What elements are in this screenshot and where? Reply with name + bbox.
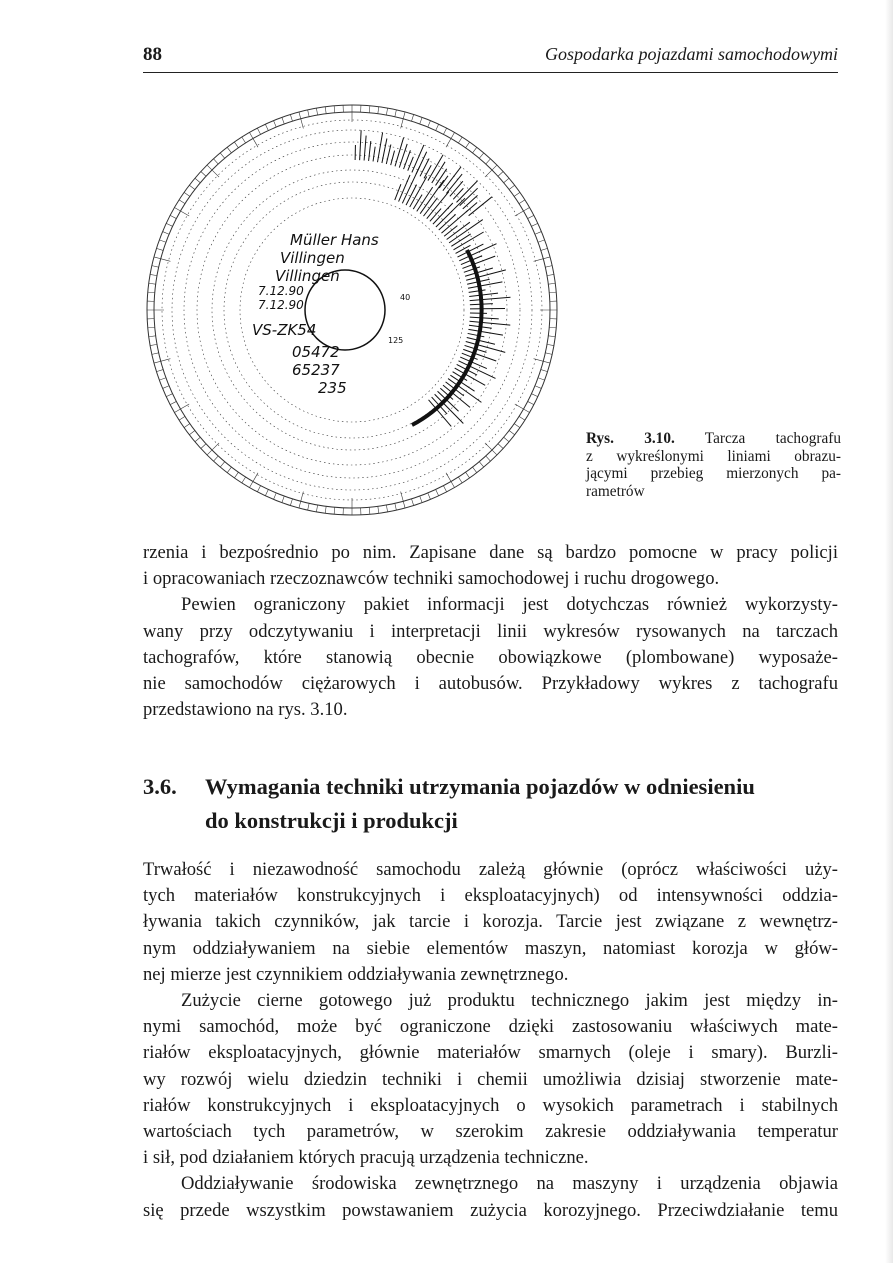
caption-line: z wykreślonymi liniami obrazu-: [586, 447, 841, 465]
speed-stroke: [465, 268, 493, 276]
time-tick: [535, 232, 541, 235]
text-line: nymi samochód, może być ograniczone dzięki zastosowaniu właściwych mate-: [143, 1016, 838, 1038]
caption-line: rametrów: [586, 482, 645, 500]
time-tick: [195, 437, 200, 441]
speed-stroke: [463, 349, 496, 361]
time-tick: [149, 336, 156, 337]
speed-stroke: [406, 185, 417, 205]
time-tick: [498, 172, 503, 177]
text-line: Trwałość i niezawodność samochodu zależą głównie (oprócz właściwości uży-: [143, 859, 838, 880]
speed-stroke: [395, 138, 404, 167]
text-line: tachografów, które stanowią obecnie obowiązkowe (plombowane) wyposaże-: [143, 646, 838, 668]
time-tick: [401, 492, 405, 508]
time-tick: [412, 499, 414, 506]
dial-label-40: 40: [400, 293, 411, 302]
time-tick: [547, 344, 554, 345]
time-tick: [466, 472, 470, 478]
section-body: [143, 857, 838, 1224]
time-tick: [159, 240, 166, 242]
time-tick: [201, 444, 206, 449]
speed-stroke: [377, 133, 382, 163]
time-tick: [436, 489, 439, 495]
time-tick: [514, 424, 520, 428]
time-tick: [443, 128, 446, 134]
time-tick: [325, 107, 326, 114]
time-tick: [227, 147, 231, 153]
time-tick: [549, 327, 556, 328]
paragraph-continuation: [143, 540, 838, 723]
section-number: 3.6.: [143, 774, 177, 799]
time-tick: [242, 137, 246, 143]
time-tick: [257, 486, 260, 492]
time-tick: [395, 110, 397, 117]
speed-stroke: [459, 244, 496, 261]
time-tick: [166, 394, 172, 397]
time-tick: [401, 112, 405, 128]
speed-stroke: [468, 333, 485, 336]
time-tick: [531, 394, 537, 397]
time-tick: [152, 266, 159, 268]
time-tick: [220, 462, 224, 467]
time-tick: [378, 506, 379, 513]
text-line: nie samochodów ciężarowych i autobusów. Przykładowy wykres z tachografu: [143, 673, 838, 695]
speed-stroke: [441, 210, 468, 233]
time-tick: [473, 147, 477, 153]
text-line: wartościach tych parametrów, w szerokim zakresie oddziaływania temperatur: [143, 1121, 838, 1143]
time-tick: [528, 215, 534, 218]
time-tick: [290, 114, 292, 121]
speed-stroke: [360, 130, 362, 160]
time-tick: [514, 192, 520, 196]
time-tick: [265, 489, 268, 495]
time-tick: [386, 505, 387, 512]
speed-stroke: [469, 321, 510, 325]
time-tick: [541, 248, 548, 250]
text-line: Pewien ograniczony pakiet informacji jest dotychczas również wykorzysty-: [181, 594, 838, 616]
time-tick: [548, 283, 555, 284]
page-number: 88: [143, 44, 162, 65]
time-tick: [458, 137, 462, 143]
time-tick: [538, 378, 545, 380]
time-tick: [504, 178, 509, 182]
text-line: przedstawiono na rys. 3.10.: [143, 699, 348, 721]
time-tick: [436, 124, 439, 130]
time-tick: [163, 386, 169, 389]
speed-stroke: [412, 145, 424, 173]
text-line: ływania takich czynników, jak tarcie i korozja. Tarcie jest związane z wewnętrz-: [143, 911, 838, 933]
speed-stroke: [466, 341, 506, 352]
speed-stroke: [382, 139, 387, 163]
hw-date-end: 7.12.90: [258, 298, 304, 312]
time-tick: [184, 192, 190, 196]
time-tick: [395, 503, 397, 510]
activity-band: [412, 250, 482, 425]
time-tick: [428, 493, 431, 499]
time-tick: [154, 257, 170, 261]
time-tick: [316, 505, 317, 512]
time-tick: [156, 370, 163, 372]
time-tick: [334, 106, 335, 113]
caption-line: [586, 430, 841, 448]
time-tick: [509, 185, 515, 189]
time-tick: [534, 257, 550, 261]
time-tick: [148, 292, 155, 293]
time-tick: [420, 117, 422, 124]
running-title: Gospodarka pojazdami samochodowymi: [545, 44, 838, 64]
speed-stroke: [408, 157, 414, 171]
time-tick: [325, 506, 326, 513]
hw-name: Müller Hans: [290, 231, 379, 249]
time-tick: [479, 153, 483, 158]
dial-label-125: 125: [388, 336, 404, 345]
time-tick: [412, 114, 414, 121]
time-tick: [265, 124, 268, 130]
speed-stroke: [470, 317, 499, 319]
time-tick: [163, 232, 169, 235]
hw-place-end: Villingen: [275, 267, 340, 285]
time-tick: [282, 496, 284, 503]
time-tick: [179, 200, 185, 204]
time-tick: [149, 283, 156, 284]
time-tick: [528, 401, 534, 404]
time-tick: [545, 266, 552, 268]
speed-stroke: [470, 304, 493, 305]
time-tick: [170, 401, 176, 404]
time-tick: [547, 274, 554, 275]
speed-stroke: [469, 290, 486, 293]
time-tick: [220, 153, 224, 158]
time-tick: [214, 159, 219, 164]
time-tick: [150, 344, 157, 345]
caption-label: Rys. 3.10.: [586, 430, 675, 447]
time-tick: [166, 223, 172, 226]
time-tick: [386, 108, 387, 115]
speed-stroke: [466, 270, 506, 280]
time-tick: [214, 456, 219, 461]
time-tick: [299, 112, 303, 128]
time-tick: [159, 378, 166, 380]
speed-stroke: [373, 147, 375, 162]
time-tick: [428, 121, 431, 127]
time-tick: [545, 353, 552, 355]
time-tick: [170, 215, 176, 218]
speed-stroke: [369, 141, 371, 161]
time-tick: [154, 359, 170, 363]
time-tick: [257, 128, 260, 134]
time-tick: [189, 431, 195, 435]
text-line: nym oddziaływaniem na siebie elementów maszyn, natomiast korozja w głów-: [143, 937, 838, 959]
time-tick: [534, 359, 550, 363]
speed-stroke: [420, 180, 444, 213]
time-tick: [485, 165, 497, 177]
speed-stroke: [430, 209, 441, 222]
time-tick: [443, 486, 446, 492]
time-tick: [148, 327, 155, 328]
time-tick: [519, 416, 525, 420]
time-tick: [531, 223, 537, 226]
hw-date-start: 7.12.90: [258, 284, 304, 298]
speed-stroke: [432, 162, 445, 183]
time-tick: [334, 507, 335, 514]
text-line: i opracowaniach rzeczoznawców techniki samochodowej i ruchu drogowego.: [143, 568, 720, 590]
time-tick: [274, 493, 277, 499]
time-tick: [548, 336, 555, 337]
speed-stroke: [391, 151, 395, 165]
speed-stroke: [449, 220, 483, 243]
time-tick: [466, 142, 470, 148]
time-tick: [290, 499, 292, 506]
time-tick: [150, 274, 157, 275]
text-line: wy rozwój wielu dziedzin techniki i chemii umożliwia dzisiaj stworzenie mate-: [143, 1068, 838, 1090]
time-tick: [473, 467, 477, 473]
text-line: rzenia i bezpośrednio po nim. Zapisane dane są bardzo pomocne w pracy policji: [143, 542, 838, 563]
time-tick: [156, 248, 163, 250]
text-line: nej mierze jest czynnikiem oddziaływania zewnętrznego.: [143, 963, 569, 985]
speed-stroke: [454, 232, 484, 250]
time-tick: [189, 185, 195, 189]
time-tick: [369, 106, 370, 113]
time-tick: [420, 496, 422, 503]
speed-stroke: [416, 152, 427, 175]
caption-line: jącymi przebieg mierzonych pa-: [586, 465, 841, 483]
speed-stroke: [469, 293, 498, 296]
speed-stroke: [427, 192, 449, 219]
text-line: i sił, pod działaniem których pracują urządzenia techniczne.: [143, 1147, 589, 1169]
hw-odo-start: 65237: [292, 361, 340, 379]
section-title-line: Wymagania techniki utrzymania pojazdów w odniesieniu: [205, 774, 755, 799]
time-tick: [234, 142, 238, 148]
time-tick: [316, 108, 317, 115]
time-tick: [458, 477, 462, 483]
hw-plate: VS-ZK54: [252, 321, 317, 339]
time-tick: [184, 424, 190, 428]
time-tick: [541, 370, 548, 372]
speed-stroke: [463, 195, 478, 208]
speed-stroke: [386, 145, 391, 164]
time-tick: [152, 353, 159, 355]
time-tick: [282, 117, 284, 124]
time-tick: [498, 444, 503, 449]
time-tick: [486, 159, 491, 164]
speed-stroke: [450, 181, 463, 196]
section-title-line: do konstrukcji i produkcji: [205, 808, 458, 833]
figure-caption: [586, 430, 841, 500]
tachograph-disc-figure: [140, 95, 570, 525]
disc-dial-labels: [388, 293, 410, 345]
time-tick: [227, 467, 231, 473]
time-tick: [201, 172, 206, 177]
text-line: Zużycie cierne gotowego już produktu technicznego jakim jest między in-: [181, 990, 838, 1012]
time-tick: [308, 503, 310, 510]
time-tick: [179, 416, 185, 420]
time-tick: [538, 240, 545, 242]
time-tick: [504, 437, 509, 441]
time-tick: [509, 431, 515, 435]
text-line: riałów konstrukcyjnych i eksploatacyjnych o wysokich parametrach i stabilnych: [143, 1094, 838, 1116]
hw-odo-end: 05472: [292, 343, 340, 361]
time-tick: [234, 472, 238, 478]
speed-stroke: [470, 297, 511, 300]
time-tick: [549, 292, 556, 293]
time-tick: [242, 477, 246, 483]
time-tick: [486, 456, 491, 461]
time-tick: [299, 492, 303, 508]
text-line: wany przy odczytywaniu i interpretacji linii wykresów rysowanych na tarczach: [143, 620, 838, 642]
text-line: riałów eksploatacyjnych, głównie materiałów smarnych (oleje i smary). Burzli-: [143, 1042, 838, 1064]
time-tick: [519, 200, 525, 204]
speed-stroke: [444, 226, 457, 237]
speed-stroke: [364, 136, 366, 161]
speed-stroke: [399, 175, 410, 202]
header-rule: [143, 72, 838, 73]
time-tick: [207, 165, 219, 177]
time-tick: [535, 386, 541, 389]
speed-stroke: [420, 158, 429, 176]
time-tick: [195, 178, 200, 182]
time-tick: [485, 443, 497, 455]
speed-stroke: [451, 234, 470, 246]
text-line: tych materiałów konstrukcyjnych i eksploatacyjnych) od intensywności oddzia-: [143, 885, 838, 907]
text-line: się przede wszystkim powstawaniem zużycia korozyjnego. Przeciwdziałanie temu: [143, 1199, 838, 1221]
time-tick: [274, 121, 277, 127]
time-tick: [479, 462, 483, 467]
time-tick: [207, 443, 219, 455]
hw-distance: 235: [318, 379, 347, 397]
caption-text: Tarcza tachografu: [704, 430, 841, 447]
time-tick: [308, 110, 310, 117]
scan-edge-shadow: [885, 0, 893, 1263]
time-tick: [369, 507, 370, 514]
text-line: Oddziaływanie środowiska zewnętrznego na maszyny i urządzenia objawia: [181, 1173, 838, 1195]
hw-place-start: Villingen: [280, 249, 345, 267]
time-tick: [378, 107, 379, 114]
